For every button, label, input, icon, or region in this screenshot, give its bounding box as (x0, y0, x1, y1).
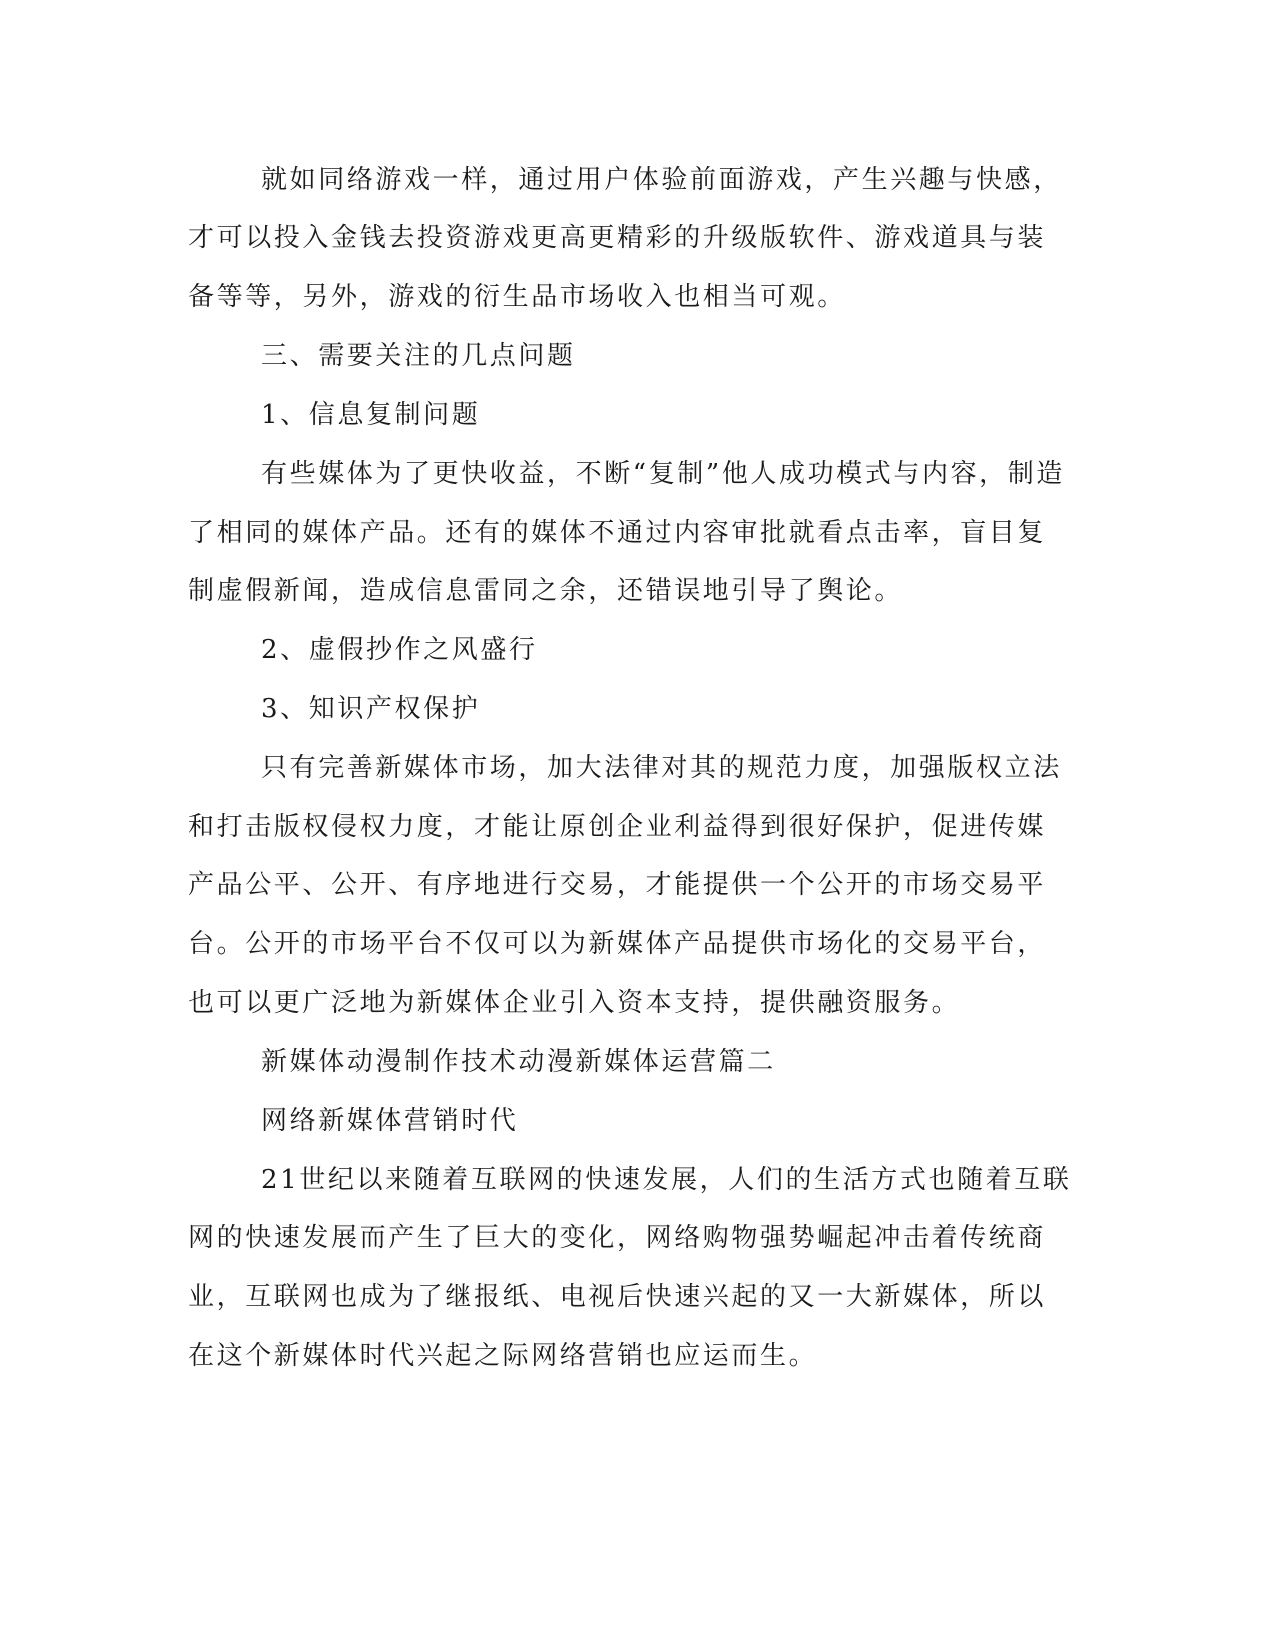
subsection-heading: 2、虚假抄作之风盛行 (261, 635, 538, 665)
paragraph-line: 制虚假新闻，造成信息雷同之余，还错误地引导了舆论。 (188, 576, 904, 606)
paragraph-line: 产品公平、公开、有序地进行交易，才能提供一个公开的市场交易平 (188, 870, 1047, 900)
paragraph-line: 和打击版权侵权力度，才能让原创企业利益得到很好保护，促进传媒 (188, 812, 1047, 842)
paragraph-line: 只有完善新媒体市场，加大法律对其的规范力度，加强版权立法 (261, 753, 1062, 783)
article-title: 新媒体动漫制作技术动漫新媒体运营篇二 (261, 1047, 776, 1077)
paragraph-line: 也可以更广泛地为新媒体企业引入资本支持，提供融资服务。 (188, 988, 961, 1018)
paragraph-line: 21世纪以来随着互联网的快速发展，人们的生活方式也随着互联 (261, 1165, 1072, 1195)
paragraph-line: 网的快速发展而产生了巨大的变化，网络购物强势崛起冲击着传统商 (188, 1223, 1047, 1253)
paragraph-line: 就如同络游戏一样，通过用户体验前面游戏，产生兴趣与快感， (261, 165, 1062, 195)
article-heading: 网络新媒体营销时代 (261, 1106, 519, 1136)
paragraph-line: 有些媒体为了更快收益，不断“复制”他人成功模式与内容，制造 (261, 459, 1065, 489)
subsection-heading: 1、信息复制问题 (261, 400, 481, 430)
paragraph-line: 才可以投入金钱去投资游戏更高更精彩的升级版软件、游戏道具与装 (188, 223, 1047, 253)
paragraph-line: 台。公开的市场平台不仅可以为新媒体产品提供市场化的交易平台， (188, 929, 1047, 959)
paragraph-line: 了相同的媒体产品。还有的媒体不通过内容审批就看点击率，盲目复 (188, 518, 1047, 548)
paragraph-line: 业，互联网也成为了继报纸、电视后快速兴起的又一大新媒体，所以 (188, 1282, 1047, 1312)
paragraph-line: 在这个新媒体时代兴起之际网络营销也应运而生。 (188, 1341, 818, 1371)
subsection-heading: 3、知识产权保护 (261, 694, 481, 724)
section-heading: 三、需要关注的几点问题 (261, 341, 576, 371)
paragraph-line: 备等等，另外，游戏的衍生品市场收入也相当可观。 (188, 282, 846, 312)
